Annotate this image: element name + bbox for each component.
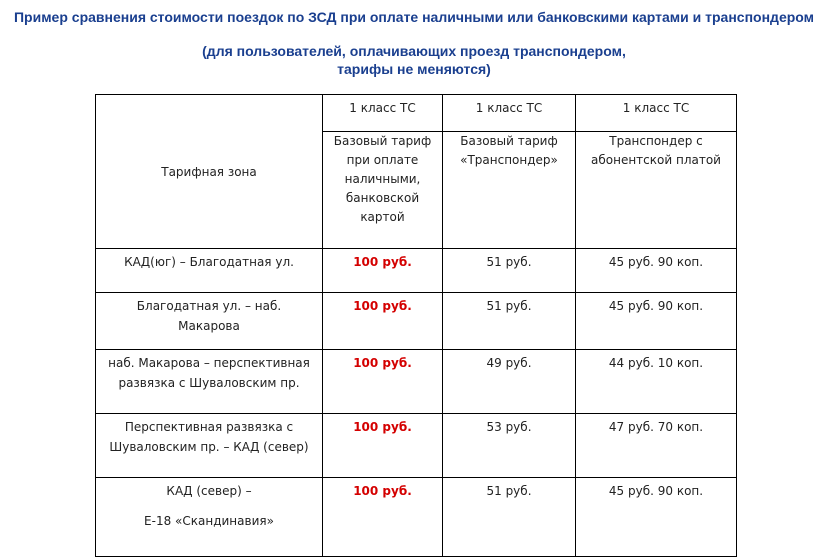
- tariff-header-line: абонентской платой: [591, 153, 721, 167]
- tariff-header-cash: [323, 132, 443, 249]
- zone-cell: [96, 350, 323, 414]
- zone-name: Макарова: [178, 319, 240, 333]
- table-row: [96, 414, 737, 478]
- zone-header-cell: [96, 95, 323, 249]
- class-header-subscription: 1 класс ТС: [576, 95, 737, 132]
- zone-name: КАД(юг) – Благодатная ул.: [124, 255, 294, 269]
- tariff-header-subscription: [576, 132, 737, 249]
- table-row: [96, 478, 737, 557]
- zone-cell: [96, 414, 323, 478]
- tariff-header-line: при оплате: [346, 153, 419, 167]
- zone-name: Благодатная ул. – наб.: [136, 299, 282, 313]
- zone-name: Е-18 «Скандинавия»: [144, 514, 274, 528]
- zone-header: Тарифная зона: [161, 164, 257, 179]
- tariff-header-transponder: [443, 132, 576, 249]
- transponder-price: 51 руб.: [443, 478, 576, 557]
- transponder-price: 53 руб.: [443, 414, 576, 478]
- zone-cell: [96, 293, 323, 350]
- subtitle-line-1: (для пользователей, оплачивающих проезд транспондером,: [202, 43, 626, 59]
- zone-name: КАД (север) –: [166, 484, 252, 498]
- cash-price: 100 руб.: [323, 414, 443, 478]
- cash-price: 100 руб.: [323, 478, 443, 557]
- page-title: Пример сравнения стоимости поездок по ЗСД при оплате наличными или банковскими картами и транспондером: [13, 9, 815, 25]
- cash-price: 100 руб.: [323, 249, 443, 293]
- class-header-cash: 1 класс ТС: [323, 95, 443, 132]
- subscription-price: 45 руб. 90 коп.: [576, 293, 737, 350]
- table-row: [96, 249, 737, 293]
- tariff-header-line: Базовый тариф: [333, 134, 432, 148]
- tariff-header-line: картой: [360, 210, 405, 224]
- subtitle-line-2: тарифы не меняются): [337, 61, 491, 77]
- tariff-header-line: Транспондер с: [609, 134, 703, 148]
- page-subtitle: [0, 42, 828, 78]
- subscription-price: 44 руб. 10 коп.: [576, 350, 737, 414]
- zone-name: Перспективная развязка с: [124, 420, 294, 434]
- zone-name: Шуваловским пр. – КАД (север): [109, 440, 309, 454]
- tariff-header-line: «Транспондер»: [460, 153, 558, 167]
- tariff-header-line: наличными,: [344, 172, 421, 186]
- subscription-price: 47 руб. 70 коп.: [576, 414, 737, 478]
- class-header-transponder: 1 класс ТС: [443, 95, 576, 132]
- zone-cell: [96, 249, 323, 293]
- transponder-price: 49 руб.: [443, 350, 576, 414]
- tariff-comparison-table: [95, 94, 737, 557]
- subscription-price: 45 руб. 90 коп.: [576, 249, 737, 293]
- table-row: [96, 293, 737, 350]
- zone-name: наб. Макарова – перспективная: [108, 356, 310, 370]
- tariff-header-line: Базовый тариф: [460, 134, 558, 148]
- table-row: [96, 350, 737, 414]
- cash-price: 100 руб.: [323, 350, 443, 414]
- cash-price: 100 руб.: [323, 293, 443, 350]
- zone-name: развязка с Шуваловским пр.: [118, 376, 300, 390]
- transponder-price: 51 руб.: [443, 293, 576, 350]
- subscription-price: 45 руб. 90 коп.: [576, 478, 737, 557]
- zone-cell: [96, 478, 323, 557]
- tariff-header-line: банковской: [345, 191, 420, 205]
- transponder-price: 51 руб.: [443, 249, 576, 293]
